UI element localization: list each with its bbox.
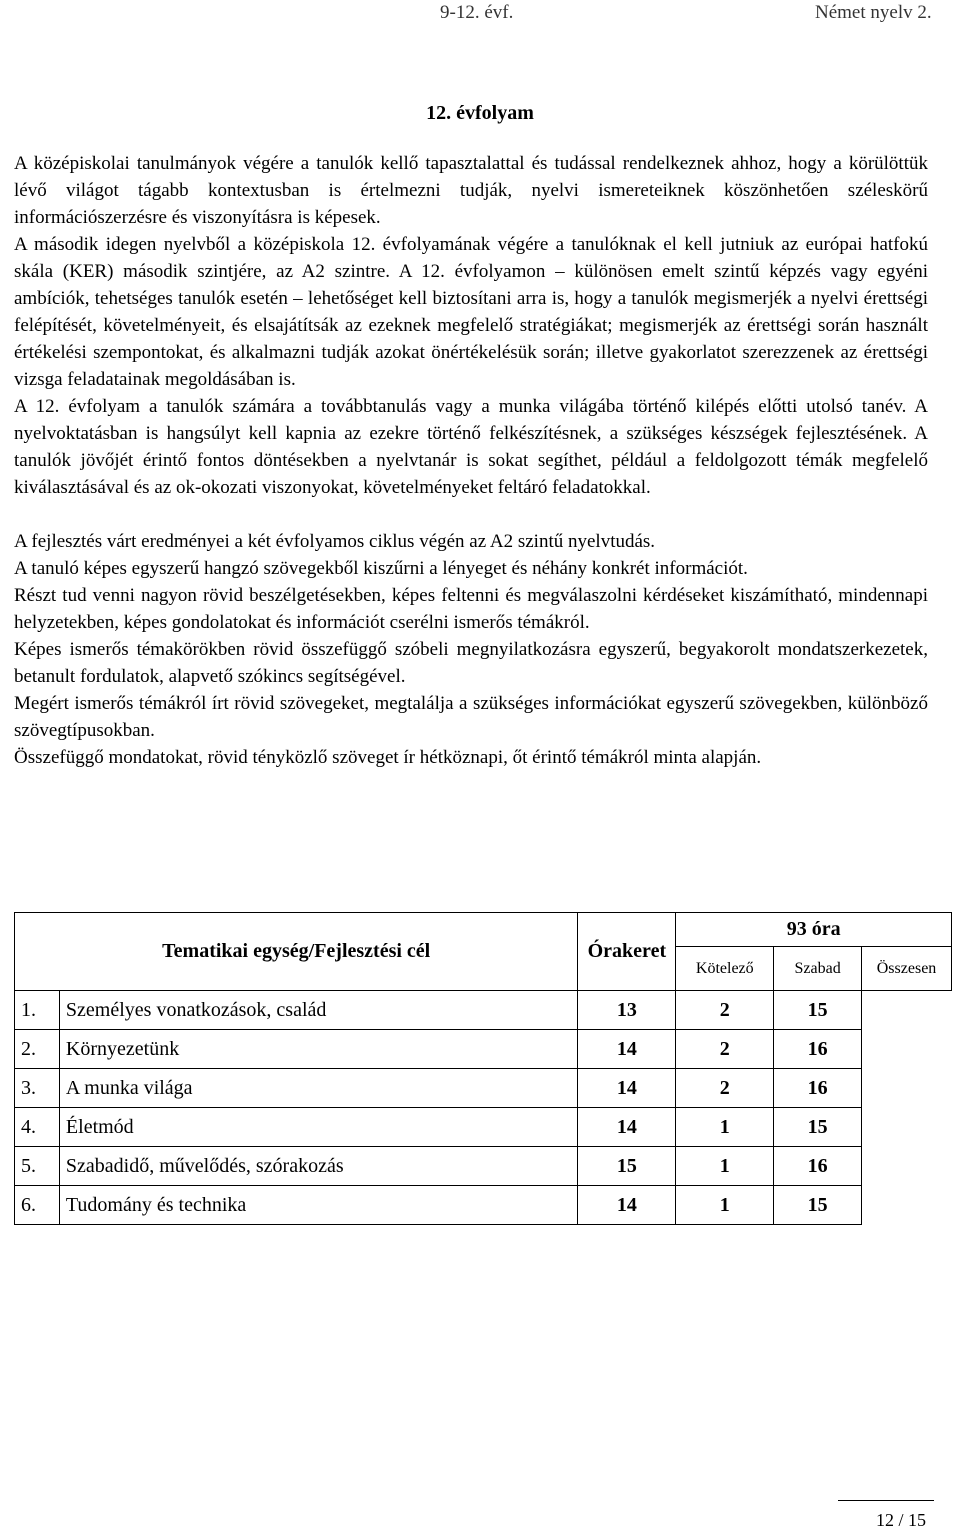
row-index: 1. [15,991,60,1030]
row-free: 2 [676,1069,774,1108]
outcome-item: Részt tud venni nagyon rövid beszélgetésekben, képes feltenni és megválaszolni kérdéseket kiszámítható, mindennapi helyzetekben, képes gondolatokat és információt cserélni ismerős témákról. [14,585,928,633]
outcome-item: Összefüggő mondatokat, rövid tényközlő szöveget ír hétköznapi, őt érintő témákról minta alapján. [14,747,762,768]
footer-divider [838,1500,934,1501]
row-index: 6. [15,1186,60,1225]
goals-paragraph: A második idegen nyelvből a középiskola 12. évfolyamának végére a tanulóknak el kell jutniuk az európai hatfokú skála (KER) második szintjére, az A2 szintre. A 12. évfolyamon – különösen emelt szintű képzés vagy egyéni ambíciók, tehetséges tanulók esetén – lehetőséget kell biztosítani arra is, hogy a tanulók megismerjék a nyelvi érettségi felépítését, követelményeit, és elsajátítsák az ezeknek megfelelő stratégiákat; megismerjék az érettségi során használt értékelési szempontokat, és alkalmazni tudják azokat önértékelésük során; illetve gyakorlatot szerezzenek az érettségi vizsga feladatainak megoldásában is. [14,234,928,390]
table-row [15,1030,952,1069]
row-index: 5. [15,1147,60,1186]
row-topic: Személyes vonatkozások, család [59,991,577,1030]
intro-paragraph: A középiskolai tanulmányok végére a tanulók kellő tapasztalattal és tudással rendelkeznek ahhoz, hogy a körülöttük lévő világot tágabb kontextusban is értelmezni tudják, nyelvi ismereteiknek köszönhetően széleskörű információszerzésre és viszonyításra is képesek. [14,153,928,228]
row-free: 1 [676,1186,774,1225]
row-required: 14 [578,1108,676,1147]
running-header-subject: Német nyelv 2. [815,2,932,23]
page-number: 12 / 15 [876,1510,927,1530]
row-total: 16 [774,1147,862,1186]
row-topic: Szabadidő, művelődés, szórakozás [59,1147,577,1186]
outcome-item: A fejlesztés várt eredményei a két évfolyamos ciklus végén az A2 szintű nyelvtudás. [14,531,656,552]
row-index: 4. [15,1108,60,1147]
table-row [15,1069,952,1108]
row-total: 16 [774,1069,862,1108]
row-required: 15 [578,1147,676,1186]
row-total: 15 [774,991,862,1030]
sum-hours-header: Összesen [862,947,952,991]
row-required: 14 [578,1186,676,1225]
final-year-paragraph: A 12. évfolyam a tanulók számára a továbbtanulás vagy a munka világába történő kilépés előtti utolsó tanév. A nyelvoktatásban is hangsúlyt kell kapnia az ezekre történő felkészítésnek, a szükséges készségek fejlesztésének. A tanulók jövőjét érintő fontos döntésekben a nyelvtanár is sokat segíthet, például a feldolgozott témák megfelelő kiválasztásával és az ok-okozati viszonyokat, követelményeket feltáró feladatokkal. [14,396,928,498]
row-free: 1 [676,1147,774,1186]
row-total: 15 [774,1186,862,1225]
free-hours-header: Szabad [774,947,862,991]
row-required: 14 [578,1030,676,1069]
row-total: 16 [774,1030,862,1069]
row-topic: A munka világa [59,1069,577,1108]
row-free: 1 [676,1108,774,1147]
row-index: 3. [15,1069,60,1108]
row-topic: Életmód [59,1108,577,1147]
topic-column-header: Tematikai egység/Fejlesztési cél [15,913,578,991]
hours-table [14,912,952,1225]
table-row [15,1108,952,1147]
outcome-item: Képes ismerős témakörökben rövid összefüggő szóbeli megnyilatkozásra egyszerű, begyakorolt mondatszerkezetek, betanult fordulatok, alapvető szókincs segítségével. [14,639,928,687]
row-topic: Környezetünk [59,1030,577,1069]
body-text [14,150,928,771]
table-row [15,1186,952,1225]
row-free: 2 [676,1030,774,1069]
table-row [15,1147,952,1186]
row-free: 2 [676,991,774,1030]
required-hours-header: Kötelező [676,947,774,991]
row-total: 15 [774,1108,862,1147]
hours-column-header: Órakeret [578,913,676,991]
outcome-item: Megért ismerős témákról írt rövid szövegeket, megtalálja a szükséges információkat egyszerű szövegekben, különböző szövegtípusokban. [14,693,928,741]
outcome-item: A tanuló képes egyszerű hangzó szövegekből kiszűrni a lényeget és néhány konkrét információt. [14,558,748,579]
total-hours-header: 93 óra [676,913,952,947]
running-header-grade: 9-12. évf. [440,2,514,23]
table-row [15,991,952,1030]
row-required: 13 [578,991,676,1030]
row-required: 14 [578,1069,676,1108]
row-index: 2. [15,1030,60,1069]
section-title: 12. évfolyam [426,102,534,124]
row-topic: Tudomány és technika [59,1186,577,1225]
